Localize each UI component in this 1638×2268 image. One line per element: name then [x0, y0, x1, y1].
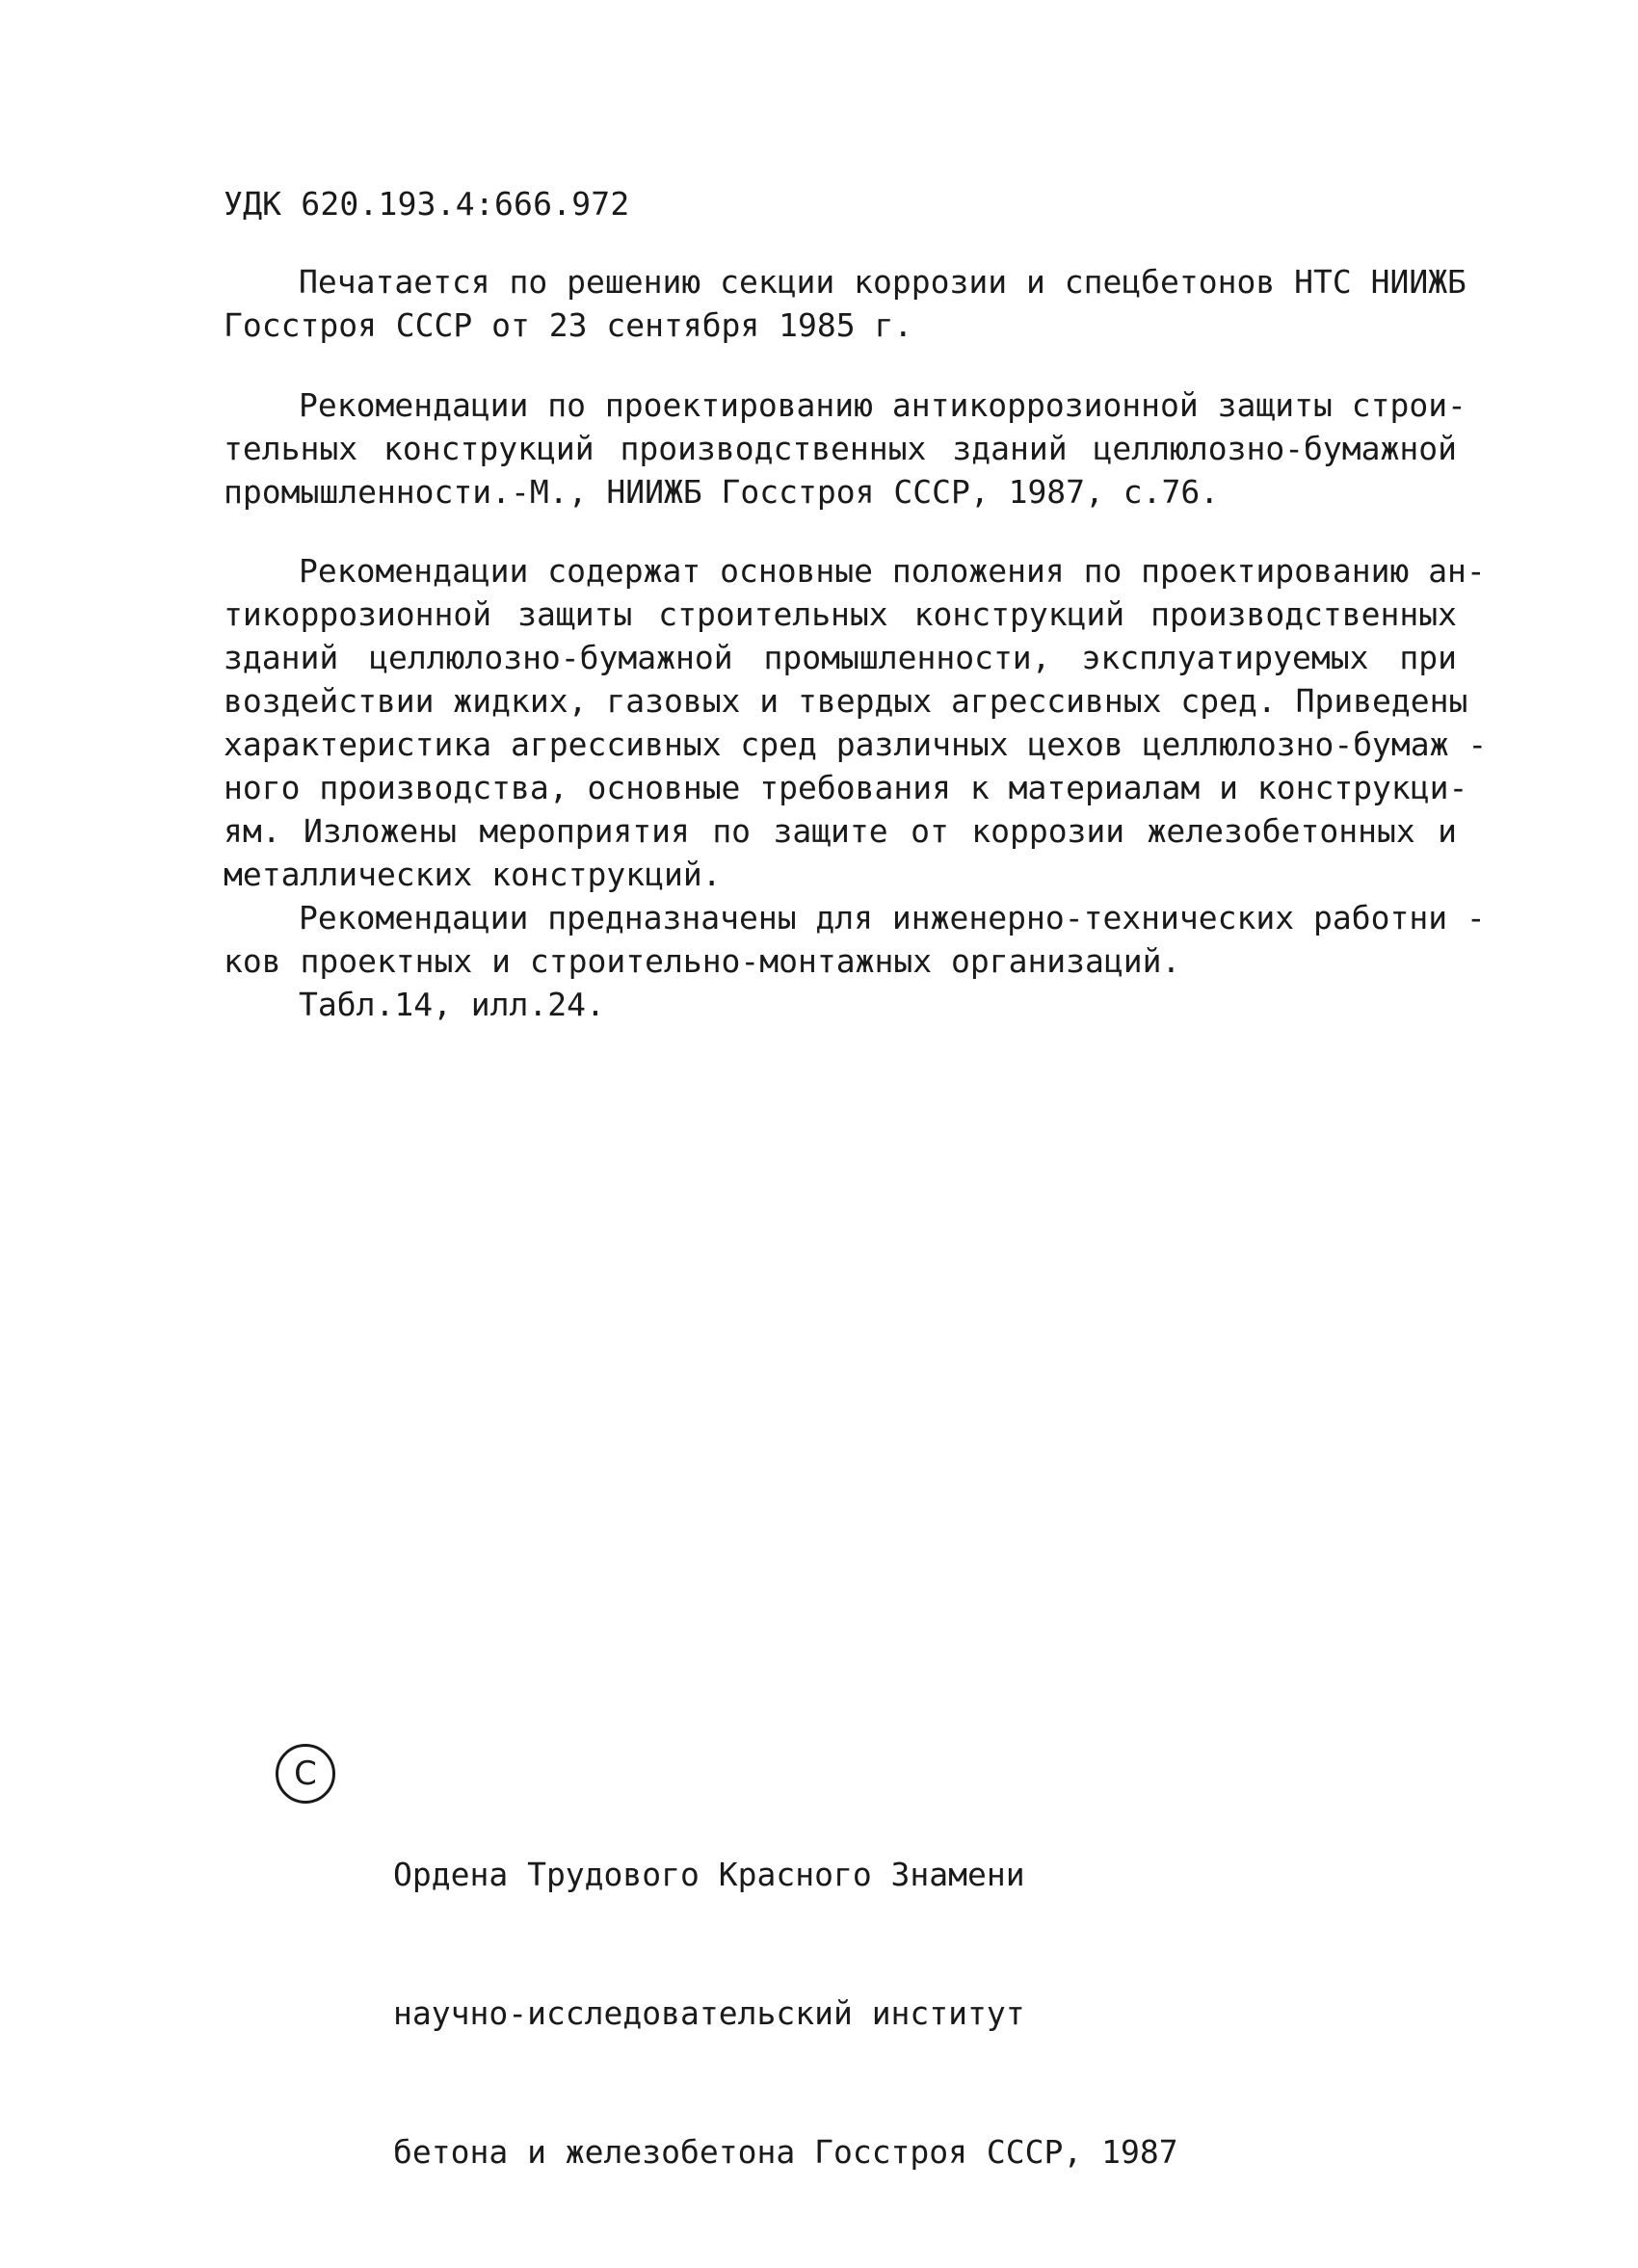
reference-line-2: тельных конструкций производственных зданий целлюлозно-бумажной — [224, 430, 1457, 467]
approval-note-line-2: Госстроя СССР от 23 сентября 1985 г. — [224, 306, 913, 344]
abstract-line-11: Табл.14, илл.24. — [299, 986, 605, 1023]
udk-code: УДК 620.193.4:666.972 — [224, 185, 630, 223]
abstract-line-3: зданий целлюлозно-бумажной промышленности, эксплуатируемых при — [224, 639, 1457, 676]
abstract-line-4: воздействии жидких, газовых и твердых агрессивных сред. Приведены — [224, 682, 1468, 720]
copyright-icon: С — [276, 1744, 335, 1804]
publisher-line-1: Ордена Трудового Красного Знамени — [393, 1856, 1025, 1893]
abstract-line-5: характеристика агрессивных сред различных цехов целлюлозно-бумаж - — [224, 725, 1488, 763]
abstract-line-6: ного производства, основные требования к материалам и конструкци- — [224, 769, 1468, 806]
approval-note-line-1: Печатается по решению секции коррозии и спецбетонов НТС НИИЖБ — [299, 263, 1466, 301]
reference-line-3: промышленности.-М., НИИЖБ Госстроя СССР, 1987, с.76. — [224, 473, 1220, 511]
approval-note — [224, 260, 1466, 347]
publisher-line-2: научно-исследовательский институт — [393, 1994, 1025, 2032]
publisher-info — [393, 1759, 1178, 2268]
abstract-line-2: тикоррозионной защиты строительных конструкций производственных — [224, 595, 1457, 633]
bibliographic-reference — [224, 383, 1466, 514]
abstract-line-9: Рекомендации предназначены для инженерно-технических работни - — [299, 899, 1486, 936]
abstract-line-8: металлических конструкций. — [224, 856, 722, 893]
abstract-line-10: ков проектных и строительно-монтажных организаций. — [224, 942, 1181, 980]
publisher-line-3: бетона и железобетона Госстроя СССР, 1987 — [393, 2133, 1178, 2171]
abstract — [224, 549, 1488, 1026]
reference-line-1: Рекомендации по проектированию антикоррозионной защиты строи- — [299, 386, 1466, 424]
abstract-line-7: ям. Изложены мероприятия по защите от коррозии железобетонных и — [224, 812, 1457, 850]
abstract-line-1: Рекомендации содержат основные положения по проектированию ан- — [299, 552, 1486, 590]
